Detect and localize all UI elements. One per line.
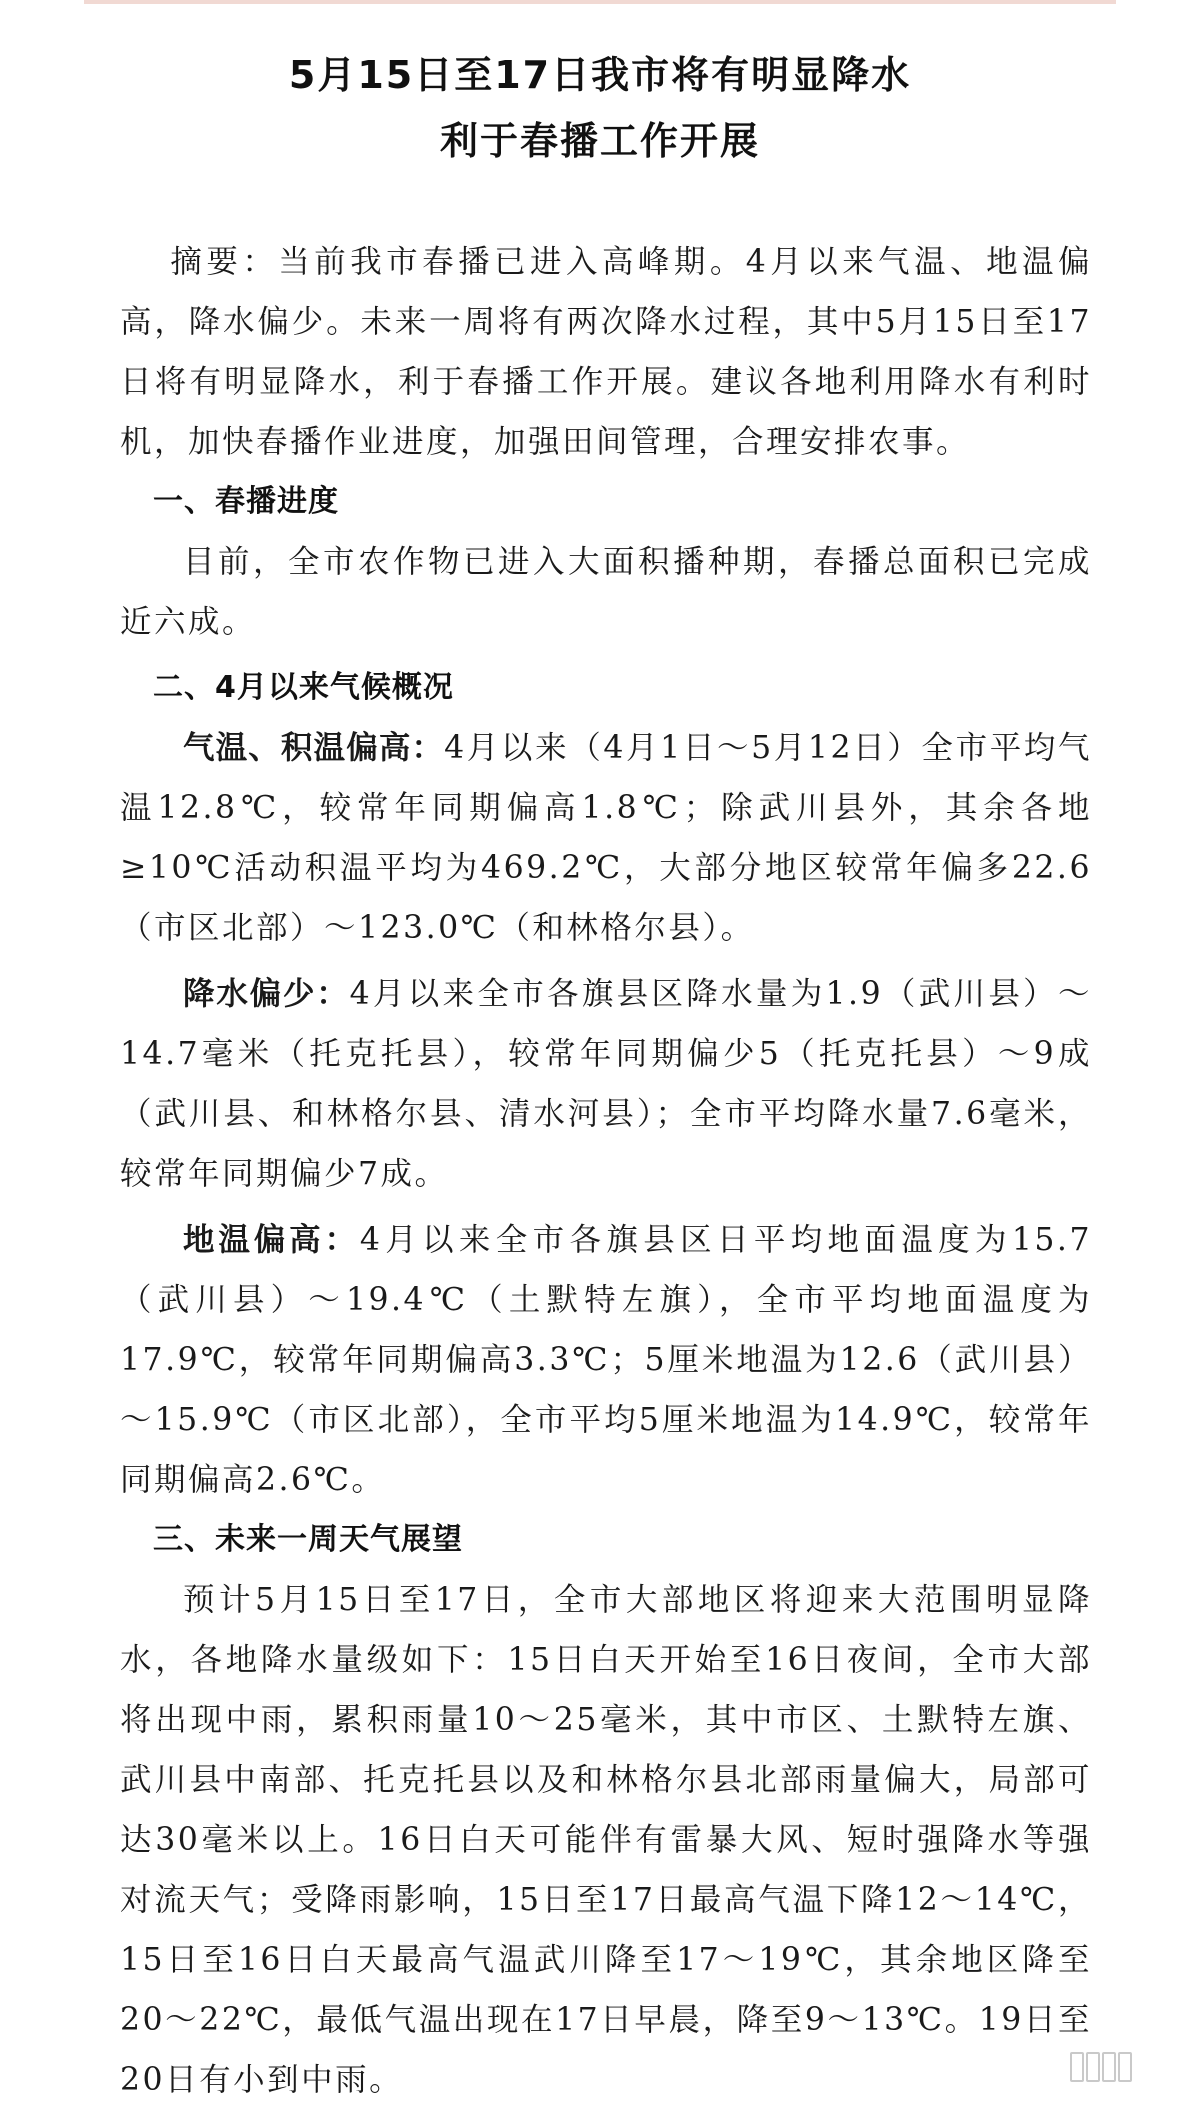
precipitation-text: 4月以来全市各旗县区降水量为1.9（武川县）～14.7毫米（托克托县），较常年同期偏少5（托克托县）～9成（武川县、和林格尔县、清水河县）；全市平均降水量7.6毫米，较常年同期偏少7成。: [120, 976, 1092, 1192]
watermark-icon: [1070, 2052, 1132, 2082]
document-title-line1: 5月15日至17日我市将有明显降水: [288, 53, 912, 97]
ground-temperature-lead: 地温偏高：: [183, 1222, 360, 1258]
top-rule: [84, 0, 1116, 4]
precipitation-paragraph: [120, 964, 1092, 1204]
document-title-line2: 利于春播工作开展: [439, 119, 760, 163]
temperature-paragraph: [120, 718, 1092, 958]
abstract-paragraph: 摘要：当前我市春播已进入高峰期。4月以来气温、地温偏高，降水偏少。未来一周将有两次降水过程，其中5月15日至17日将有明显降水，利于春播工作开展。建议各地利用降水有利时机，加快春播作业进度，加强田间管理，合理安排农事。: [120, 244, 1092, 460]
ground-temperature-paragraph: [120, 1210, 1092, 1510]
temperature-text: 4月以来（4月1日～5月12日）全市平均气温12.8℃，较常年同期偏高1.8℃；除武川县外，其余各地≥10℃活动积温平均为469.2℃，大部分地区较常年偏多22.6（市区北部）～123.0℃（和林格尔县）。: [120, 730, 1092, 946]
section-heading-spring-sowing: 一、春播进度: [153, 484, 339, 519]
weather-outlook-paragraph: 预计5月15日至17日，全市大部地区将迎来大范围明显降水，各地降水量级如下：15日白天开始至16日夜间，全市大部将出现中雨，累积雨量10～25毫米，其中市区、土默特左旗、武川县中南部、托克托县以及和林格尔县北部雨量偏大，局部可达30毫米以上。16日白天可能伴有雷暴大风、短时强降水等强对流天气；受降雨影响，15日至17日最高气温下降12～14℃，15日至16日白天最高气温武川降至17～19℃，其余地区降至20～22℃，最低气温出现在17日早晨，降至9～13℃。19日至20日有小到中雨。: [120, 1582, 1092, 2098]
section-heading-climate: 二、4月以来气候概况: [153, 670, 454, 705]
temperature-lead: 气温、积温偏高：: [183, 730, 445, 766]
section-heading-weather-outlook: 三、未来一周天气展望: [153, 1522, 463, 1557]
precipitation-lead: 降水偏少：: [183, 976, 350, 1012]
spring-sowing-paragraph: 目前，全市农作物已进入大面积播种期，春播总面积已完成近六成。: [120, 544, 1092, 640]
document-body: [120, 232, 1092, 2110]
ground-temperature-text: 4月以来全市各旗县区日平均地面温度为15.7（武川县）～19.4℃（土默特左旗），全市平均地面温度为17.9℃，较常年同期偏高3.3℃；5厘米地温为12.6（武川县）～15.9℃（市区北部），全市平均5厘米地温为14.9℃，较常年同期偏高2.6℃。: [120, 1222, 1092, 1498]
